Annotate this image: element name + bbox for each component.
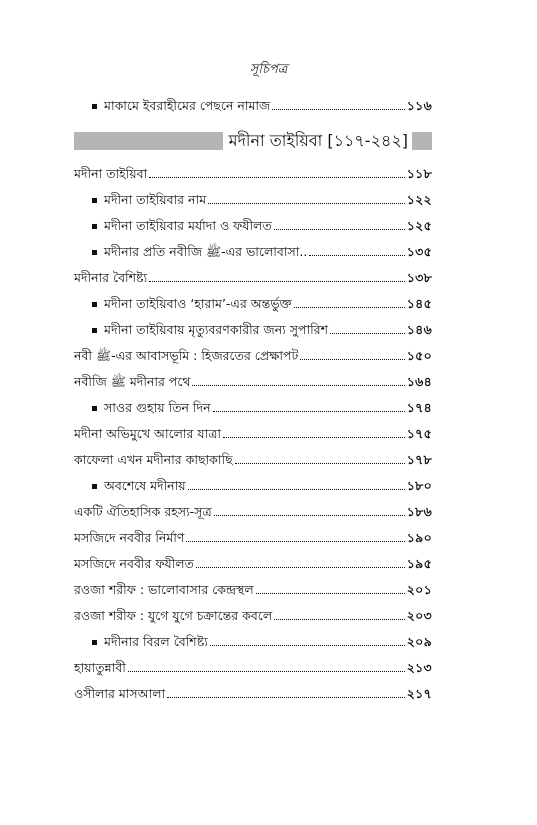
toc-entry	[74, 160, 432, 182]
dot-leader	[223, 437, 405, 438]
dot-leader	[300, 359, 404, 360]
toc-entry-title: মাকামে ইবরাহীমের পেছনে নামাজ	[104, 98, 271, 113]
toc-entry	[92, 394, 432, 416]
toc-entry-title: ওসীলার মাসআলা	[74, 686, 166, 701]
dot-leader	[274, 619, 405, 620]
toc-entry-page: ১১৮	[406, 166, 432, 181]
section-bar-left	[74, 132, 223, 150]
toc-entry-page: ১১৬	[406, 98, 432, 113]
bullet-icon	[92, 484, 97, 489]
toc-entry-title: রওজা শরীফ : যুগে যুগে চক্রান্তের কবলে	[74, 608, 273, 623]
section-heading	[74, 128, 432, 154]
toc-entry-title: নবী ﷺ-এর আবাসভূমি : হিজরতের প্রেক্ষাপট	[74, 348, 299, 363]
bullet-icon	[92, 198, 97, 203]
section-title: মদীনা তাইয়িবা [১১৭-২৪২]	[228, 130, 408, 150]
toc-entry-title: মদীনা তাইয়িবা	[74, 166, 148, 181]
toc-entry-page: ১৭৪	[406, 400, 432, 415]
toc-entry-page: ২১৩	[406, 660, 432, 675]
bullet-icon	[92, 640, 97, 645]
toc-entry-page: ১৯০	[406, 530, 432, 545]
toc-entry-title: সাওর গুহায় তিন দিন	[104, 400, 211, 415]
toc-entry	[74, 602, 432, 624]
dot-leader	[330, 333, 405, 334]
toc-entry	[92, 628, 432, 650]
toc-entry-page: ১৬৪	[406, 374, 432, 389]
dot-leader	[149, 281, 405, 282]
dot-leader	[294, 307, 405, 308]
toc-entry	[92, 290, 432, 312]
dot-leader	[167, 697, 405, 698]
toc-entry	[74, 524, 432, 546]
toc-entry-title: মদীনার বৈশিষ্ট্য	[74, 270, 148, 285]
page-header: সূচিপত্র	[249, 62, 288, 77]
toc-entry-title: কাফেলা এখন মদীনার কাছাকাছি	[74, 452, 233, 467]
dot-leader	[213, 411, 405, 412]
toc-entry-page: ১৯৫	[406, 556, 432, 571]
bullet-icon	[92, 328, 97, 333]
dot-leader	[272, 109, 405, 110]
toc-entry-page: ১৪৫	[406, 296, 432, 311]
dot-leader	[256, 593, 405, 594]
toc-entry	[74, 446, 432, 468]
toc-entry-page: ১৭৮	[406, 452, 432, 467]
toc-entry	[74, 680, 432, 702]
toc-entry	[92, 212, 432, 234]
toc-entry-page: ১৭৫	[406, 426, 432, 441]
toc-entry-title: মদীনার বিরল বৈশিষ্ট্য	[104, 634, 208, 649]
toc-entry-page: ২১৭	[406, 686, 432, 701]
dot-leader	[309, 255, 404, 256]
dot-leader	[128, 671, 405, 672]
toc-entry	[92, 238, 432, 260]
section-bar-right	[412, 132, 432, 150]
dot-leader	[235, 463, 405, 464]
toc-entry	[92, 186, 432, 208]
toc-entry-page: ২০১	[406, 582, 432, 597]
bullet-icon	[92, 302, 97, 307]
toc-entry-title: মদীনা অভিমুখে আলোর যাত্রা	[74, 426, 222, 441]
dot-leader	[196, 567, 405, 568]
bullet-icon	[92, 224, 97, 229]
toc-entry-page: ১৮৬	[406, 504, 432, 519]
toc-entry-page: ১২২	[406, 192, 432, 207]
toc-entry	[74, 420, 432, 442]
toc-entry-page: ১৩৫	[406, 244, 432, 259]
toc-entry	[74, 550, 432, 572]
toc-entry	[92, 316, 432, 338]
dot-leader	[208, 203, 405, 204]
toc-entry-title: মদীনা তাইয়িবার মর্যাদা ও ফযীলত	[104, 218, 272, 233]
dot-leader	[210, 645, 405, 646]
toc-entry-title: মদীনার প্রতি নবীজি ﷺ-এর ভালোবাসা..	[104, 244, 308, 259]
toc-entry	[74, 654, 432, 676]
toc-entry	[92, 92, 432, 114]
toc-entry	[92, 472, 432, 494]
toc-entry-page: ১৪৬	[406, 322, 432, 337]
toc-entry-title: মদীনা তাইয়িবায় মৃত্যুবরণকারীর জন্য সুপারিশ	[104, 322, 328, 337]
toc-entry	[74, 576, 432, 598]
dot-leader	[188, 489, 405, 490]
dot-leader	[186, 541, 404, 542]
toc-entry	[74, 368, 432, 390]
toc-entry-title: রওজা শরীফ : ভালোবাসার কেন্দ্রস্থল	[74, 582, 254, 597]
dot-leader	[214, 515, 405, 516]
toc-entry-page: ১৮০	[406, 478, 432, 493]
dot-leader	[274, 229, 405, 230]
toc-entry-page: ১৩৮	[406, 270, 432, 285]
bullet-icon	[92, 104, 97, 109]
bullet-icon	[92, 250, 97, 255]
toc-entry-title: মদীনা তাইয়িবাও ‘হারাম’-এর অন্তর্ভুক্ত	[104, 296, 292, 311]
toc-entry	[74, 498, 432, 520]
toc-entry-title: অবশেষে মদীনায়	[104, 478, 186, 493]
toc-entry-title: নবীজি ﷺ মদীনার পথে	[74, 374, 191, 389]
toc-entry-page: ১২৫	[406, 218, 432, 233]
toc-entry	[74, 264, 432, 286]
toc-entry	[74, 342, 432, 364]
toc-entry-title: মদীনা তাইয়িবার নাম	[104, 192, 207, 207]
toc-entry-page: ১৫০	[406, 348, 432, 363]
dot-leader	[192, 385, 404, 386]
toc-entry-page: ২০৩	[406, 608, 432, 623]
toc-entry-title: হায়াতুন্নাবী	[74, 660, 126, 675]
toc-entry-title: মসজিদে নববীর ফযীলত	[74, 556, 194, 571]
dot-leader	[149, 177, 405, 178]
toc-entry-title: মসজিদে নববীর নির্মাণ	[74, 530, 185, 545]
bullet-icon	[92, 406, 97, 411]
toc-entry-title: একটি ঐতিহাসিক রহস্য-সূত্র	[74, 504, 212, 519]
toc-entry-page: ২০৯	[406, 634, 432, 649]
